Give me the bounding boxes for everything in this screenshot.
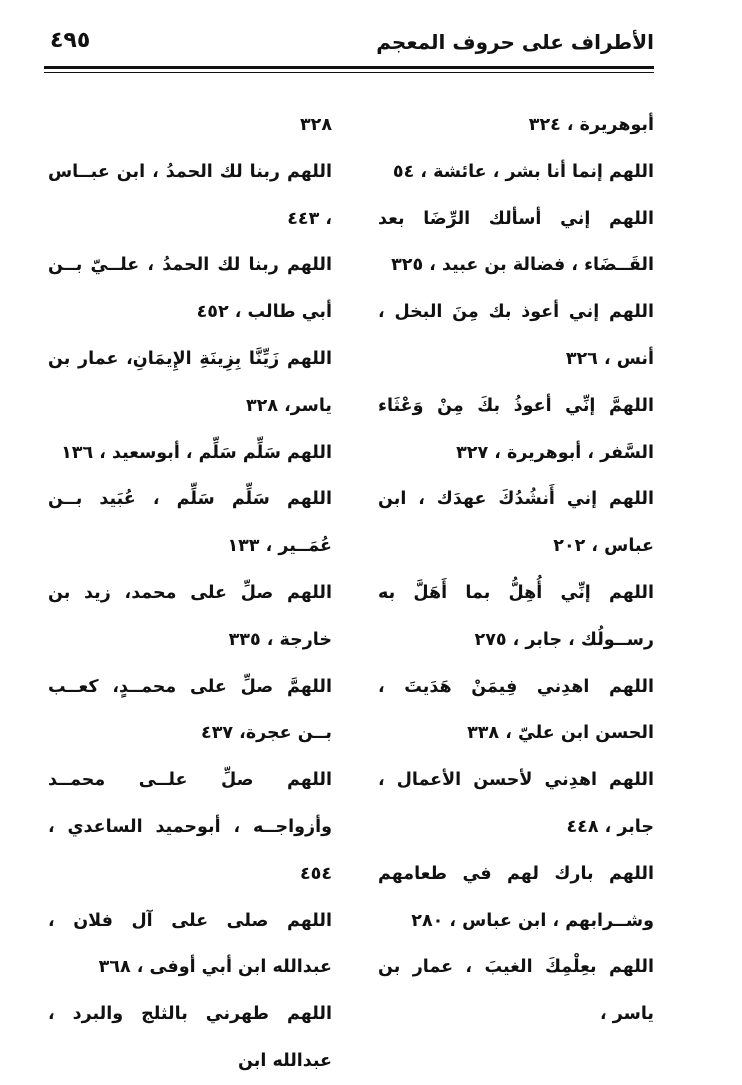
index-entry: اللهم إني أَنشُدُكَ عهدَك ، ابن عباس ، ٢٠٢ [378,489,654,557]
index-entry: اللهم بارك لهم في طعامهم وشــرابهم ، ابن عباس ، ٢٨٠ [378,863,654,931]
index-entry: اللهم إنِّي أُهِلُّ بما أَهَلَّ به رســولُك ، جابر ، ٢٧٥ [378,582,654,650]
index-column-right [378,102,654,1038]
index-entry: اللهم صلى على آل فلان ، عبدالله ابن أبي أوفى ، ٣٦٨ [48,910,332,978]
index-entry: اللهم اهدِني لأحسن الأعمال ، جابر ، ٤٤٨ [378,770,654,837]
index-entry: اللهمَّ إنِّي أعوذُ بكَ مِنْ وَعْثَاء السَّفر ، أبوهريرة ، ٣٢٧ [378,395,654,463]
index-entry: ٣٢٨ [299,115,332,135]
index-entry: اللهم سَلِّم سَلِّم ، أبوسعيد ، ١٣٦ [61,442,332,463]
index-entry: اللهم سَلِّم سَلِّم ، عُبَيد بــن عُمَــير ، ١٣٣ [48,489,332,557]
index-entry: اللهم إني أعوذ بك مِنَ البخل ، أنس ، ٣٢٦ [378,302,654,369]
header-rule-thin [44,72,654,73]
index-entry: أبوهريرة ، ٣٢٤ [528,115,654,135]
index-entry: اللهمَّ صلِّ على محمــدٍ، كعــب بــن عجرة، ٤٣٧ [48,676,332,744]
index-entry: اللهم اهدِني فِيمَنْ هَدَيتَ ، الحسن ابن عليّ ، ٣٣٨ [378,676,654,744]
index-entry: اللهم إنما أنا بشر ، عائشة ، ٥٤ [392,161,654,182]
page-header [44,26,654,62]
index-entry: اللهم إني أسألك الرِّضَا بعد القَــضَاء ، فضالة بن عبيد ، ٣٢٥ [378,208,654,276]
index-entry: اللهم زَيِّنَّا بِزِينَةِ الإِيمَانِ، عمار بن ياسر، ٣٢٨ [48,348,332,416]
page-number: ٤٩٥ [50,28,91,53]
index-entry: اللهم صلِّ علــى محمــد وأزواجــه ، أبوحميد الساعدي ، ٤٥٤ [48,770,332,884]
running-title: الأطراف على حروف المعجم [376,30,654,54]
index-column-left [48,102,332,1085]
index-entry: اللهم ربنا لك الحمدُ ، ابن عبــاس ، ٤٤٣ [48,161,332,229]
index-entry: اللهم ربنا لك الحمدُ ، علــيّ بــن أبي طالب ، ٤٥٢ [48,255,332,323]
index-entry: اللهم طهرني بالثلج والبرد ، عبدالله ابن [48,1004,332,1071]
index-entry: اللهم صلِّ على محمد، زيد بن خارجة ، ٣٣٥ [48,582,332,650]
header-rule-thick [44,66,654,69]
index-entry: اللهم بعِلْمِكَ الغيبَ ، عمار بن ياسر ، [378,957,654,1025]
